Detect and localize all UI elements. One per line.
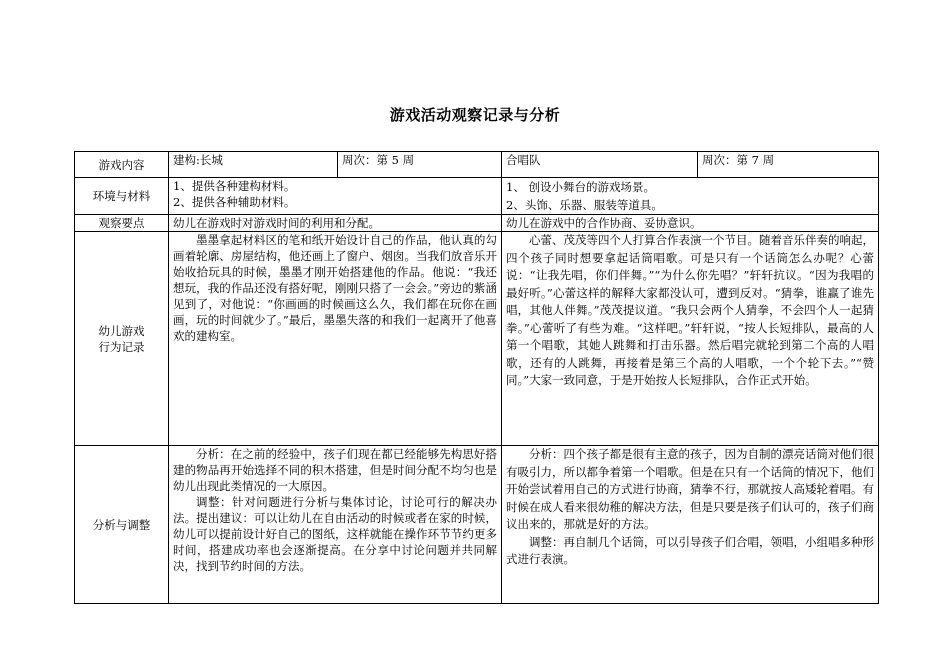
right-environment: [502, 178, 879, 215]
left-environment: [169, 178, 502, 215]
focus-label: 观察要点: [75, 215, 169, 232]
focus-row: [75, 215, 879, 232]
left-week: 周次：第 5 周: [338, 152, 502, 178]
analysis-label: 分析与调整: [75, 446, 169, 604]
left-analysis-text: 分析：在之前的经验中，孩子们现在都已经能够先构思好搭建的物品再开始选择不同的积木搭建，但是时间分配不均匀也是幼儿出现此类情况的一大原因。: [173, 447, 497, 493]
left-behavior-text: 墨墨拿起材料区的笔和纸开始设计自己的作品，他认真的勾画着轮廓、房屋结构，他还画上了窗户、烟囱。当我们放音乐开始收拾玩具的时候，墨墨才刚开始搭建他的作品。他说：“我还想玩，我的作品还没有搭好呢，刚刚只搭了一会会。”旁边的紫涵见到了，对他说：“你画画的时候画这么久，我们都在玩你在画画，玩的时间就少了。”最后，墨墨失落的和我们一起离开了他喜欢的建构室。: [173, 233, 497, 343]
right-environment-item: 2、头饰、乐器、服装等道具。: [506, 198, 663, 212]
left-behavior: [169, 232, 502, 446]
behavior-label-line: 行为记录: [98, 339, 145, 354]
right-behavior-text: 心蕾、茂茂等四个人打算合作表演一个节目。随着音乐伴奏的响起，四个孩子同时想要拿起话筒唱歌。可是只有一个话筒怎么办呢？心蕾说：“让我先唱，你们伴舞。”“为什么你先唱？”轩轩抗议。“因为我唱的最好听。”心蕾这样的解释大家都没认可，遭到反对。“猜拳，谁赢了谁先唱，其他人伴舞。”茂茂提议道。“我只会两个人猜拳，不会四个人一起猜拳。”心蕾听了有些为难。“这样吧。”轩轩说，“按人长短排队，最高的人第一个唱歌，其她人跳舞和打击乐器。然后唱完就轮到第二个高的人唱歌，还有的人跳舞，再接着是第三个高的人唱歌，一个个轮下去。”“赞同。”大家一致同意，于是开始按人长短排队，合作正式开始。: [506, 233, 874, 387]
observation-table: [74, 151, 879, 604]
right-environment-item: 1、 创设小舞台的游戏场景。: [506, 180, 655, 194]
behavior-label: [75, 232, 169, 446]
right-focus: 幼儿在游戏中的合作协商、妥协意识。: [502, 215, 879, 232]
right-analysis: [502, 446, 879, 604]
right-game-content: 合唱队: [502, 152, 698, 178]
left-environment-item: 2、提供各种辅助材料。: [173, 195, 296, 209]
left-environment-item: 1、提供各种建构材料。: [173, 179, 296, 193]
environment-label: 环境与材料: [75, 178, 169, 215]
right-behavior: [502, 232, 879, 446]
left-game-content: 建构:长城: [169, 152, 338, 178]
game-content-label: 游戏内容: [75, 152, 169, 178]
analysis-row: [75, 446, 879, 604]
header-row: [75, 152, 879, 178]
left-focus: 幼儿在游戏时对游戏时间的利用和分配。: [169, 215, 502, 232]
right-analysis-text: 分析：四个孩子都是很有主意的孩子，因为自制的漂亮话筒对他们很有吸引力，所以都争着第一个唱歌。但是在只有一个话筒的情况下，他们开始尝试着用自己的方式进行协商，猜拳不行，那就按人高矮轮着唱。有时候在成人看来很幼稚的解决方法，但是只要是孩子们认可的，孩子们商议出来的，那就是好的方法。: [506, 447, 874, 531]
left-analysis: [169, 446, 502, 604]
left-adjust-text: 调整：针对问题进行分析与集体讨论，讨论可行的解决办法。提出建议：可以让幼儿在自由活动的时候或者在家的时候，幼儿可以提前设计好自己的图纸，这样就能在操作环节节约更多时间，搭建成功率也会逐渐提高。在分享中讨论问题并共同解决，找到节约时间的方法。: [173, 495, 497, 573]
right-adjust-text: 调整：再自制几个话筒，可以引导孩子们合唱，领唱，小组唱多种形式进行表演。: [506, 534, 874, 566]
environment-row: [75, 178, 879, 215]
right-week: 周次：第 7 周: [698, 152, 879, 178]
behavior-label-line: 幼儿游戏: [98, 323, 145, 338]
behavior-row: [75, 232, 879, 446]
page-title: 游戏活动观察记录与分析: [389, 106, 561, 124]
